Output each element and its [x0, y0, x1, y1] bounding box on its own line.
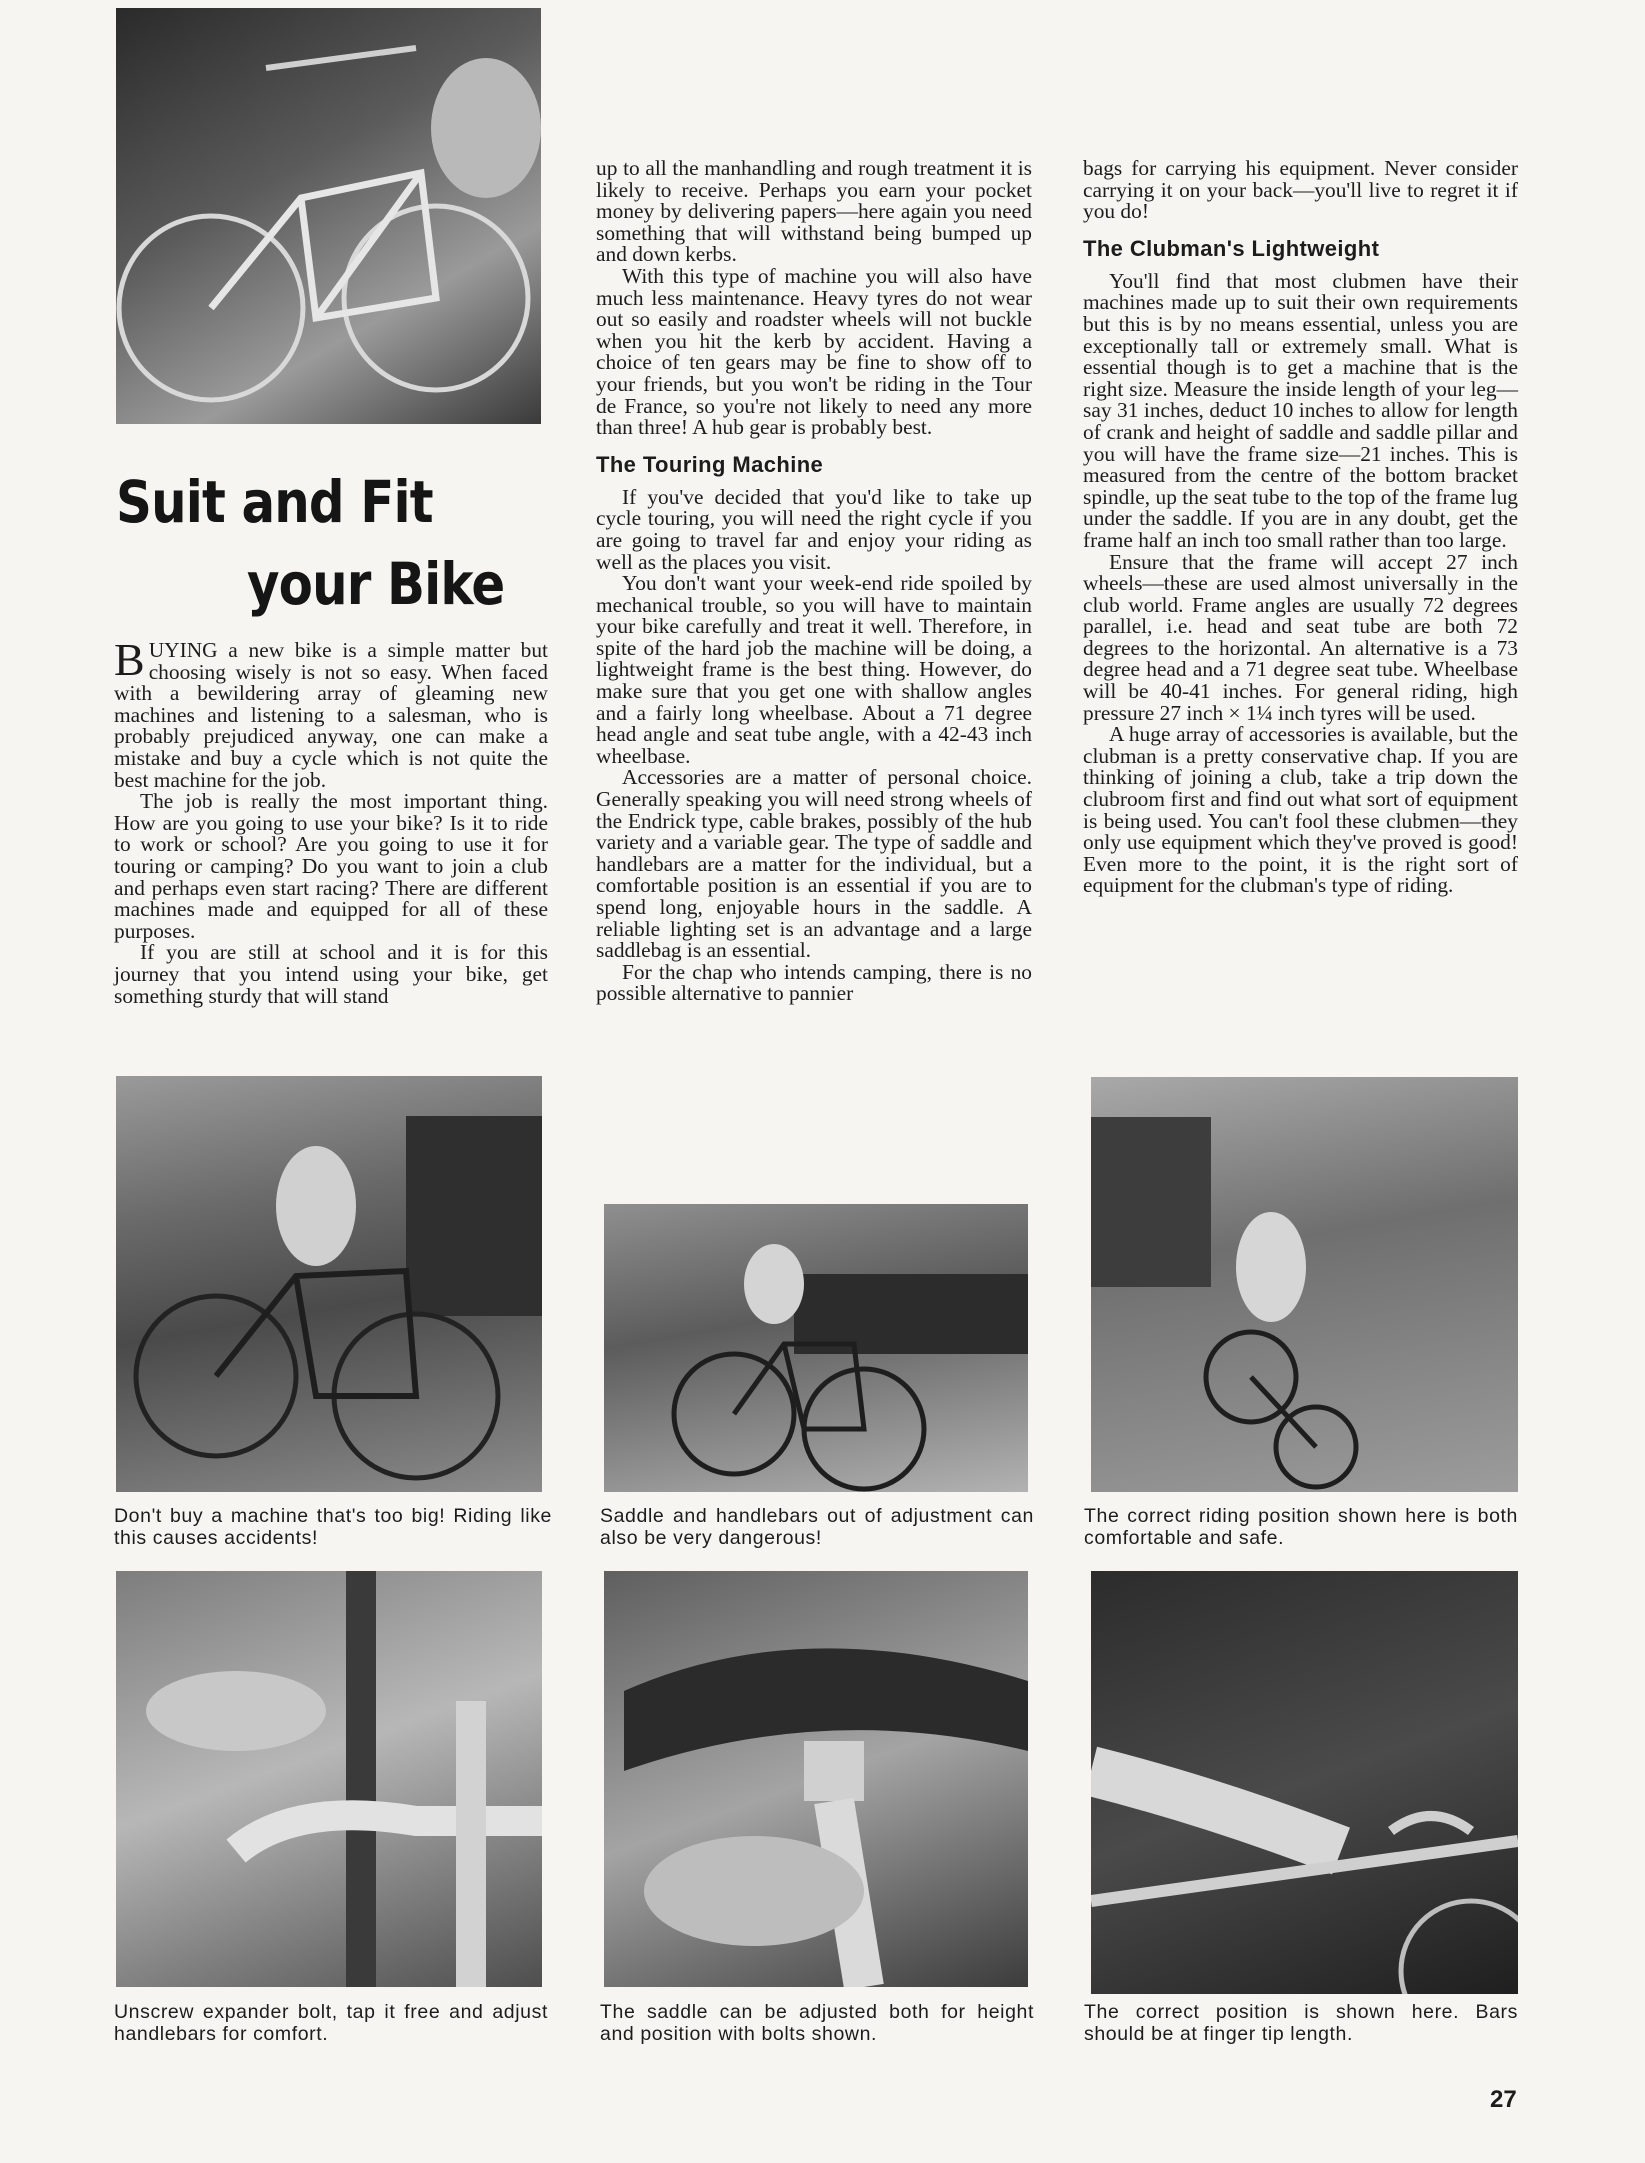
paragraph: Accessories are a matter of personal choice. Generally speaking you will need strong wheels of the Endrick type, cable brakes, possibly of the hub variety and a variable gear. The type of saddle and handlebars are a matter for the individual, but a comfortable position is an essential if you are to spend long, enjoyable hours in the saddle. A reliable lighting set is an advantage and a large saddlebag is an essential. [596, 765, 1032, 963]
paragraph: The job is really the most important thing. How are you going to use your bike? Is it to ride to work or school? Are you going to use it for touring or camping? Do you want to join a club and perhaps even start racing? There are different machines made and equipped for all of these purposes. [114, 789, 548, 943]
photo-saddle-adjustment [604, 1571, 1028, 1987]
page-number: 27 [1490, 2086, 1517, 2113]
photo-boy-correct-riding-position [1091, 1077, 1518, 1492]
caption-correct-riding-position: The correct riding position shown here is both comfortable and safe. [1084, 1505, 1518, 1549]
paragraph: Ensure that the frame will accept 27 inch wheels—these are used almost universally in the club world. Frame angles are usually 72 degrees parallel, i.e. head and seat tube are both 72 degrees to the horizontal. An alternative is a 73 degree head and a 71 degree seat tube. Wheelbase will be 40-41 inches. For general riding, high pressure 27 inch × 1¼ inch tyres will be used. [1083, 549, 1518, 725]
bicycle-illustration [116, 8, 541, 424]
handlebar-illustration [116, 1571, 542, 1987]
paragraph: If you've decided that you'd like to take up cycle touring, you will need the right cycle if you are going to travel far and enjoy your riding as well as the places you visit. [596, 484, 1032, 574]
photo-boy-bike-too-big [116, 1076, 542, 1492]
paragraph: For the chap who intends camping, there is no possible alternative to pannier [596, 959, 1032, 1006]
paragraph: up to all the manhandling and rough treatment it is likely to receive. Perhaps you earn your pocket money by delivering papers—here again you need something that will withstand being bumped up and down kerbs. [596, 156, 1032, 267]
caption-too-big: Don't buy a machine that's too big! Riding like this causes accidents! [114, 1505, 552, 1549]
photo-correct-bar-position [1091, 1571, 1518, 1994]
rider-illustration [116, 1076, 542, 1492]
column-2-text [596, 158, 1032, 1005]
article-title-line2: your Bike [247, 550, 505, 618]
paragraph: You don't want your week-end ride spoiled by mechanical trouble, so you will have to maintain your bike carefully and treat it well. Therefore, in spite of the hard job the machine will be doing, a lightweight frame is the best thing. However, do make sure that you get one with shallow angles and a fairly long wheelbase. About a 71 degree head angle and seat tube angle, with a 42-43 inch wheelbase. [596, 571, 1032, 768]
column-3-text [1083, 158, 1518, 897]
rider-illustration [604, 1204, 1028, 1492]
saddle-illustration [604, 1571, 1028, 1987]
paragraph: bags for carrying his equipment. Never consider carrying it on your back—you'll live to regret it if you do! [1083, 156, 1518, 224]
column-1-text [114, 634, 548, 1008]
caption-saddle-adjustment: The saddle can be adjusted both for height and position with bolts shown. [600, 2001, 1034, 2045]
article-title-line1: Suit and Fit [116, 468, 433, 536]
photo-handlebar-expander-bolt [116, 1571, 542, 1987]
intro-paragraph: BUYING a new bike is a simple matter but choosing wisely is not so easy. When faced with a bewildering array of gleaming new machines and listening to a salesman, who is probably prejudiced anyway, one can make a mistake and buy a cycle which is not quite the best machine for the job. [114, 634, 548, 792]
photo-boy-bike-out-of-adjustment [604, 1204, 1028, 1492]
photo-man-lifting-bike [116, 8, 541, 424]
drop-cap: B [114, 634, 145, 685]
paragraph: If you are still at school and it is for this journey that you intend using your bike, get something sturdy that will stand [114, 940, 548, 1008]
caption-out-of-adjustment: Saddle and handlebars out of adjustment can also be very dangerous! [600, 1505, 1034, 1549]
bar-reach-illustration [1091, 1571, 1518, 1994]
caption-expander-bolt: Unscrew expander bolt, tap it free and adjust handlebars for comfort. [114, 2001, 548, 2045]
section-heading-clubman: The Clubman's Lightweight [1083, 235, 1380, 261]
section-heading-touring: The Touring Machine [596, 451, 824, 477]
rider-illustration [1091, 1077, 1518, 1492]
paragraph: With this type of machine you will also have much less maintenance. Heavy tyres do not wear out so easily and roadster wheels will not buckle when you hit the kerb by accident. Having a choice of ten gears may be fine to show off to your friends, but you won't be riding in the Tour de France, so you're not likely to need any more than three! A hub gear is probably best. [596, 263, 1032, 440]
paragraph: A huge array of accessories is available, but the clubman is a pretty conservative chap. If you are thinking of joining a club, take a trip down the clubroom first and find out what sort of equipment is being used. You can't fool these clubmen—they only use equipment which they've proved is good! Even more to the point, it is the right sort of equipment for the clubman's type of riding. [1083, 722, 1518, 898]
caption-correct-bar-position: The correct position is shown here. Bars should be at finger tip length. [1084, 2001, 1518, 2045]
paragraph: You'll find that most clubmen have their machines made up to suit their own requirements but this is by no means essential, unless you are exceptionally tall or extremely small. What is essential though is to get a machine that is the right size. Measure the inside length of your leg—say 31 inches, deduct 10 inches to allow for length of crank and height of saddle and saddle pillar and you will have the frame size—21 inches. This is measured from the centre of the bottom bracket spindle, up the seat tube to the top of the frame lug under the saddle. If you are in any doubt, get the frame half an inch too small rather than too large. [1083, 268, 1518, 552]
